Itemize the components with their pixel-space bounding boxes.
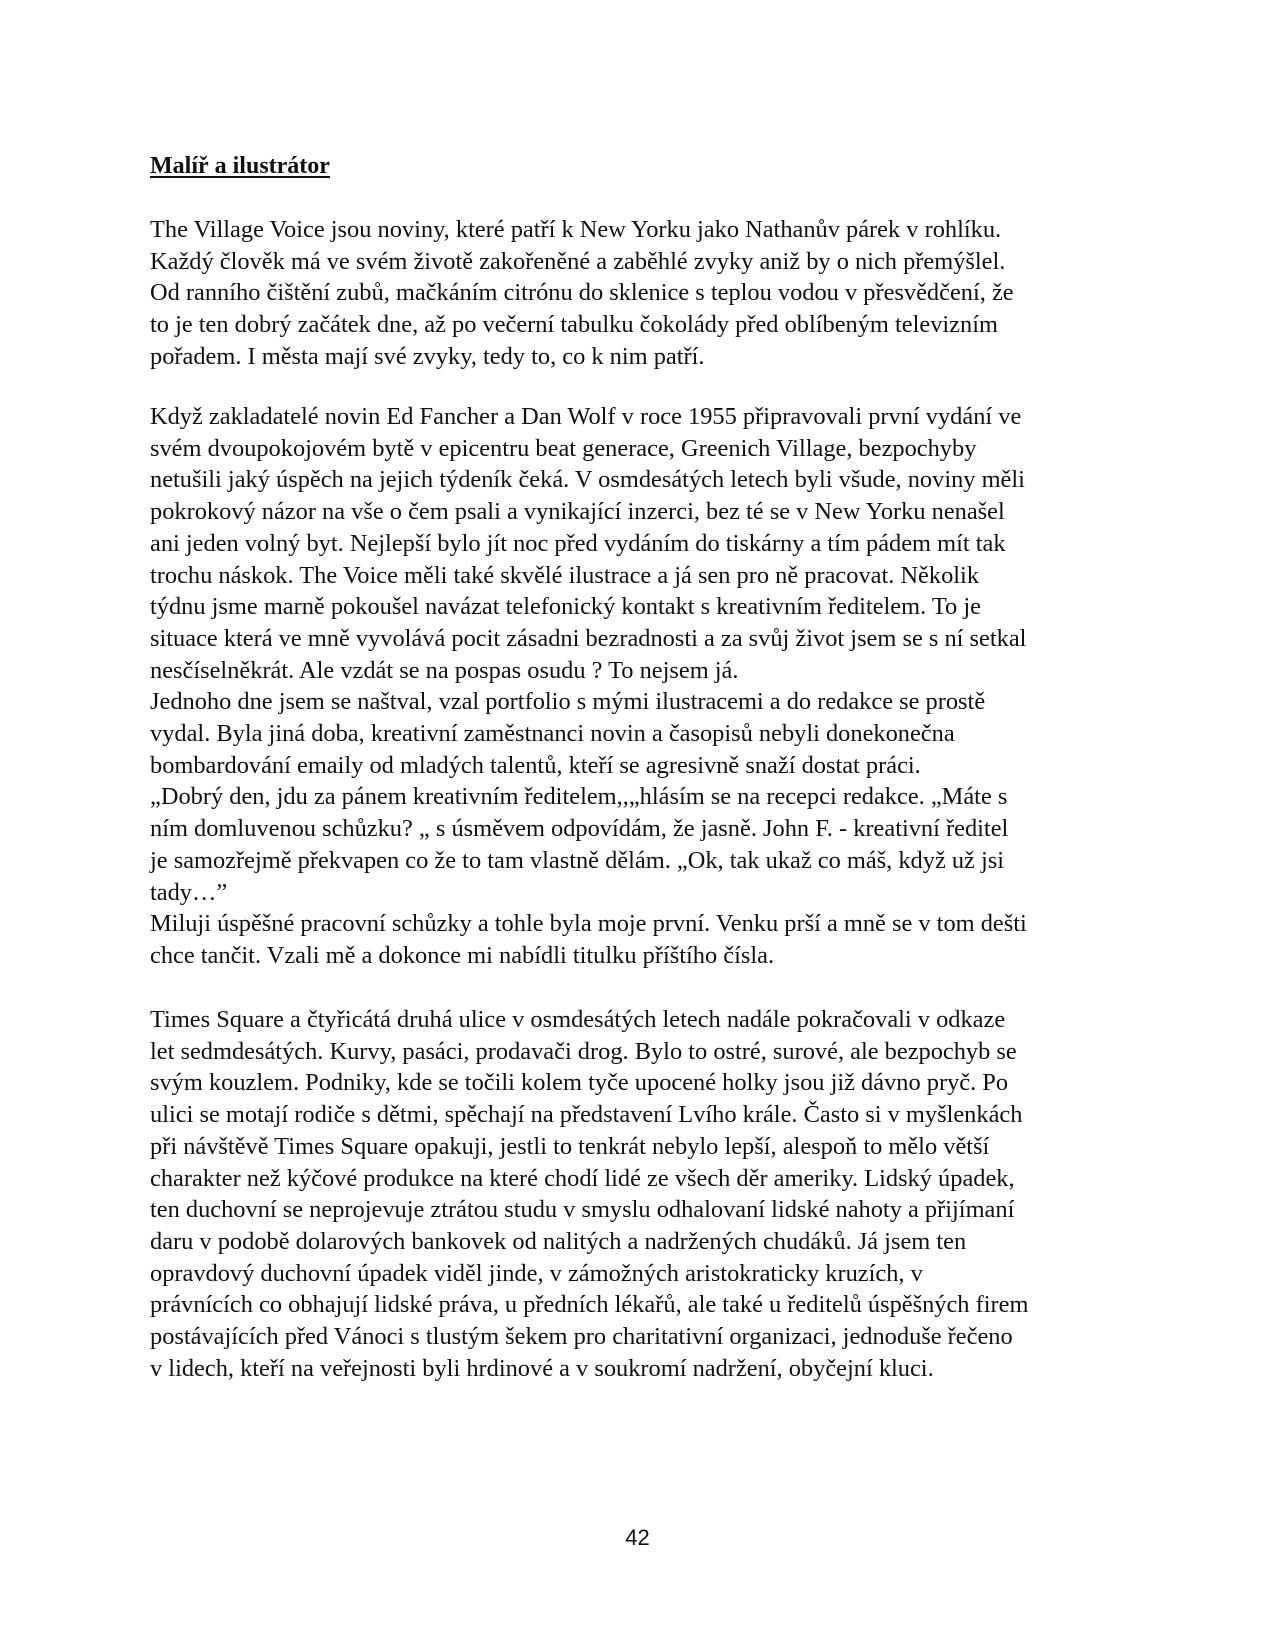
paragraph-2-line: netušili jaký úspěch na jejich týdeník čeká. V osmdesátých letech byli všude, noviny měli bbox=[150, 466, 1025, 494]
paragraph-2-line: ním domluvenou schůzku? „ s úsměvem odpovídám, že jasně. John F. - kreativní ředitel bbox=[150, 815, 1009, 843]
paragraph-3-line: opravdový duchovní úpadek viděl jinde, v zámožných aristokraticky kruzích, v bbox=[150, 1259, 923, 1287]
paragraph-2-line: svém dvoupokojovém bytě v epicentru beat generace, Greenich Village, bezpochyby bbox=[150, 434, 977, 462]
paragraph-2-line: situace která ve mně vyvolává pocit zásadni bezradnosti a za svůj život jsem se s ní setkal bbox=[150, 624, 1027, 652]
paragraph-1-line: to je ten dobrý začátek dne, až po večerní tabulku čokolády před oblíbeným televizním bbox=[150, 311, 998, 339]
paragraph-3-line: ulici se motají rodiče s dětmi, spěchají na představení Lvího krále. Často si v myšlenkách bbox=[150, 1101, 1023, 1129]
paragraph-2-line: trochu náskok. The Voice měli také skvělé ilustrace a já sen pro ně pracovat. Několik bbox=[150, 561, 980, 589]
paragraph-2-line: je samozřejmě překvapen co že to tam vlastně dělám. „Ok, tak ukaž co máš, když už jsi bbox=[150, 846, 1005, 874]
document-heading: Malíř a ilustrátor bbox=[150, 153, 330, 179]
paragraph-3-line: právnících co obhajují lidské práva, u předních lékařů, ale také u ředitelů úspěšných firem bbox=[150, 1291, 1029, 1319]
paragraph-3-line: charakter než kýčové produkce na které chodí lidé ze všech děr ameriky. Lidský úpadek, bbox=[150, 1164, 1015, 1192]
paragraph-3-line: postávajících před Vánoci s tlustým šekem pro charitativní organizaci, jednoduše řečeno bbox=[150, 1323, 1013, 1350]
paragraph-2-line: chce tančit. Vzali mě a dokonce mi nabídli titulku příštího čísla. bbox=[150, 941, 775, 969]
paragraph-2-line: tady…” bbox=[150, 878, 228, 906]
paragraph-3-line: daru v podobě dolarových bankovek od nalitých a nadržených chudáků. Já jsem ten bbox=[150, 1227, 967, 1255]
paragraph-2-line: bombardování emaily od mladých talentů, kteří se agresivně snaží dostat práci. bbox=[150, 751, 921, 779]
paragraph-3-line: let sedmdesátých. Kurvy, pasáci, prodavači drog. Bylo to ostré, surové, ale bezpochyb se bbox=[150, 1037, 1017, 1065]
paragraph-3-line: ten duchovní se neprojevuje ztrátou studu v smyslu odhalovaní lidské nahoty a přijímaní bbox=[150, 1196, 1015, 1224]
paragraph-3-line: Times Square a čtyřicátá druhá ulice v osmdesátých letech nadále pokračovali v odkaze bbox=[150, 1006, 1006, 1033]
paragraph-2-line: týdnu jsme marně pokoušel navázat telefonický kontakt s kreativním ředitelem. To je bbox=[150, 593, 981, 621]
paragraph-3-line: při návštěvě Times Square opakuji, jestli to tenkrát nebylo lepší, alespoň to mělo větší bbox=[150, 1132, 990, 1160]
paragraph-2-line: vydal. Byla jiná doba, kreativní zaměstnanci novin a časopisů nebyli donekonečna bbox=[150, 720, 955, 747]
paragraph-2-line: ani jeden volný byt. Nejlepší bylo jít noc před vydáním do tiskárny a tím pádem mít tak bbox=[150, 529, 1006, 557]
paragraph-3-line: v lidech, kteří na veřejnosti byli hrdinové a v soukromí nadržení, obyčejní kluci. bbox=[150, 1354, 934, 1382]
page-number: 42 bbox=[625, 1525, 650, 1550]
paragraph-1-line: Každý člověk má ve svém životě zakořeněné a zaběhlé zvyky aniž by o nich přemýšlel. bbox=[150, 247, 1006, 275]
paragraph-3-line: svým kouzlem. Podniky, kde se točili kolem tyče upocené holky jsou již dávno pryč. Po bbox=[150, 1069, 1009, 1097]
paragraph-2-line: Jednoho dne jsem se naštval, vzal portfolio s mými ilustracemi a do redakce se prostě bbox=[150, 688, 986, 716]
paragraph-1-line: Od ranního čištění zubů, mačkáním citrónu do sklenice s teplou vodou v přesvědčení, že bbox=[150, 279, 1014, 307]
paragraph-1-line: The Village Voice jsou noviny, které patří k New Yorku jako Nathanův párek v rohlíku. bbox=[150, 216, 1002, 243]
paragraph-2-line: Když zakladatelé novin Ed Fancher a Dan Wolf v roce 1955 připravovali první vydání ve bbox=[150, 403, 1022, 430]
paragraph-1-line: pořadem. I města mají své zvyky, tedy to, co k nim patří. bbox=[150, 342, 705, 370]
paragraph-2-line: Miluji úspěšné pracovní schůzky a tohle byla moje první. Venku prší a mně se v tom dešti bbox=[150, 910, 1027, 938]
paragraph-2-line: nesčíselněkrát. Ale vzdát se na pospas osudu ? To nejsem já. bbox=[150, 656, 739, 684]
paragraph-2-line: pokrokový názor na vše o čem psali a vynikající inzerci, bez té se v New Yorku nenašel bbox=[150, 498, 1005, 526]
paragraph-2-line: „Dobrý den, jdu za pánem kreativním ředitelem,,„hlásím se na recepci redakce. „Máte s bbox=[150, 783, 1008, 811]
